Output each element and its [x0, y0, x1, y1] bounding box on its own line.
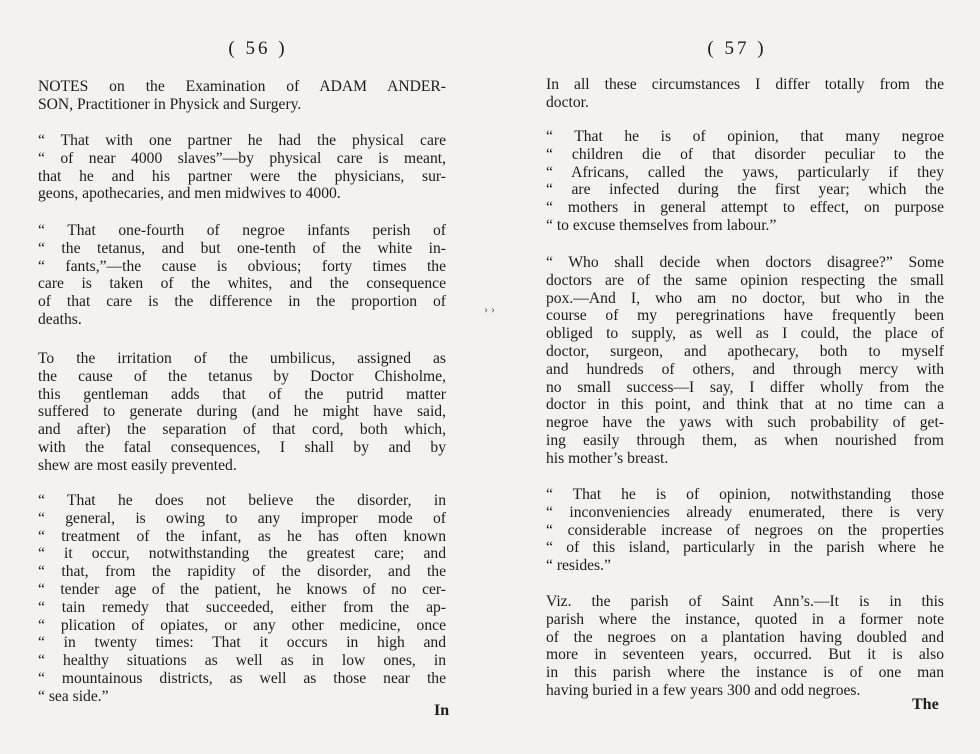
text-line: doctors are of the same opinion respecting the small: [546, 271, 944, 289]
text-line: parish where the instance, quoted in a former note: [546, 610, 944, 628]
heading-text: [38, 78, 446, 114]
text-line: “ in twenty times: That it occurs in high and: [38, 634, 446, 652]
text-line: care is taken of the whites, and the consequence: [38, 275, 446, 293]
left-para-4: [38, 492, 446, 706]
text-line: “ That one-fourth of negroe infants perish of: [38, 222, 446, 239]
left-para-3: [38, 350, 446, 475]
right-para-3: [546, 254, 944, 468]
text-line: To the irritation of the umbilicus, assigned as: [38, 350, 446, 367]
right-para-2: [546, 128, 944, 235]
text-line: that he and his partner were the physicians, sur-: [38, 167, 446, 185]
text-line: course of my peregrinations have frequently been: [546, 307, 944, 325]
text-line: “ are infected during the first year; which the: [546, 181, 944, 199]
text-line: pox.—And I, who am no doctor, but who in the: [546, 289, 944, 307]
text-line: “ sea side.”: [38, 687, 109, 705]
text-line: “ mountainous districts, as well as those near the: [38, 669, 446, 687]
text-line: doctor.: [546, 93, 589, 111]
paragraph-text: [38, 132, 446, 203]
catchword: The: [912, 696, 939, 713]
text-line: SON, Practitioner in Physick and Surgery.: [38, 95, 302, 113]
text-line: “ plication of opiates, or any other medicine, once: [38, 616, 446, 634]
text-line: “ That he does not believe the disorder, in: [38, 492, 446, 509]
text-line: the cause of the tetanus by Doctor Chisholme,: [38, 367, 446, 385]
text-line: “ mothers in general attempt to effect, on purpose: [546, 199, 944, 217]
text-line: “ it occur, notwithstanding the greatest care; and: [38, 545, 446, 563]
paragraph-text: [546, 76, 944, 112]
right-page: [546, 0, 944, 754]
page-number-57: ( 57 ): [707, 38, 767, 59]
text-line: of the negroes on a plantation having doubled and: [546, 628, 944, 646]
text-line: “ That with one partner he had the physical care: [38, 132, 446, 149]
text-line: shew are most easily prevented.: [38, 456, 237, 474]
text-line: “ of near 4000 slaves”—by physical care is meant,: [38, 149, 446, 167]
text-line: his mother’s breast.: [546, 449, 669, 467]
text-line: “ inconveniencies already enumerated, there is very: [546, 503, 944, 521]
text-line: of that care is the difference in the proportion of: [38, 293, 446, 311]
left-para-2: [38, 222, 446, 329]
text-line: “ to excuse themselves from labour.”: [546, 216, 777, 234]
text-line: this gentleman adds that of the putrid matter: [38, 385, 446, 403]
text-line: NOTES on the Examination of ADAM ANDER-: [38, 78, 446, 95]
text-line: doctor in this point, and think that at no time can a: [546, 396, 944, 414]
page-number-56: ( 56 ): [228, 38, 288, 59]
text-line: In all these circumstances I differ totally from the: [546, 76, 944, 93]
text-line: “ healthy situations as well as in low ones, in: [38, 652, 446, 670]
text-line: “ the tetanus, and but one-tenth of the white in-: [38, 239, 446, 257]
text-line: “ treatment of the infant, as he has often known: [38, 527, 446, 545]
text-line: geons, apothecaries, and men midwives to 4000.: [38, 185, 341, 203]
paragraph-text: [546, 486, 944, 575]
text-line: “ considerable increase of negroes on the properties: [546, 521, 944, 539]
text-line: with the fatal consequences, I shall by and by: [38, 438, 446, 456]
paragraph-text: [38, 350, 446, 475]
right-para-4: [546, 486, 944, 575]
text-line: Viz. the parish of Saint Ann’s.—It is in this: [546, 593, 944, 610]
notes-heading: [38, 78, 446, 114]
text-line: “ children die of that disorder peculiar to the: [546, 145, 944, 163]
text-line: obliged to supply, as well as I could, the place of: [546, 325, 944, 343]
text-line: “ of this island, particularly in the parish where he: [546, 539, 944, 557]
text-line: “ tender age of the patient, he knows of no cer-: [38, 580, 446, 598]
text-line: “ That he is of opinion, notwithstanding those: [546, 486, 944, 503]
left-para-1: [38, 132, 446, 203]
text-line: “ resides.”: [546, 557, 611, 575]
text-line: having buried in a few years 300 and odd negroes.: [546, 681, 861, 699]
paragraph-text: [546, 593, 944, 700]
text-line: deaths.: [38, 310, 82, 328]
gutter-mark: › ›: [484, 302, 495, 316]
text-line: and hundreds of others, and through mercy with: [546, 360, 944, 378]
text-line: doctor, surgeon, and apothecary, both to myself: [546, 342, 944, 360]
text-line: negroe have the yaws with such probability of get-: [546, 414, 944, 432]
text-line: and after) the separation of that cord, both which,: [38, 421, 446, 439]
text-line: “ general, is owing to any improper mode of: [38, 509, 446, 527]
text-line: “ fants,”—the cause is obvious; forty times the: [38, 257, 446, 275]
right-para-1: [546, 76, 944, 112]
text-line: “ that, from the rapidity of the disorder, and the: [38, 563, 446, 581]
paragraph-text: [546, 254, 944, 468]
text-line: “ That he is of opinion, that many negroe: [546, 128, 944, 145]
catchword: In: [434, 702, 450, 719]
paragraph-text: [38, 492, 446, 706]
text-line: more in seventeen years, occurred. But it is also: [546, 646, 944, 664]
paragraph-text: [546, 128, 944, 235]
right-para-5: [546, 593, 944, 700]
left-page: [38, 0, 450, 754]
text-line: no small success—I say, I differ wholly from the: [546, 378, 944, 396]
text-line: “ Africans, called the yaws, particularly if they: [546, 163, 944, 181]
text-line: ing easily through them, as when nourished from: [546, 431, 944, 449]
text-line: in this parish where the instance is of one man: [546, 664, 944, 682]
text-line: “ tain remedy that succeeded, either from the ap-: [38, 598, 446, 616]
text-line: suffered to generate during (and he might have said,: [38, 403, 446, 421]
text-line: “ Who shall decide when doctors disagree?” Some: [546, 254, 944, 271]
paragraph-text: [38, 222, 446, 329]
